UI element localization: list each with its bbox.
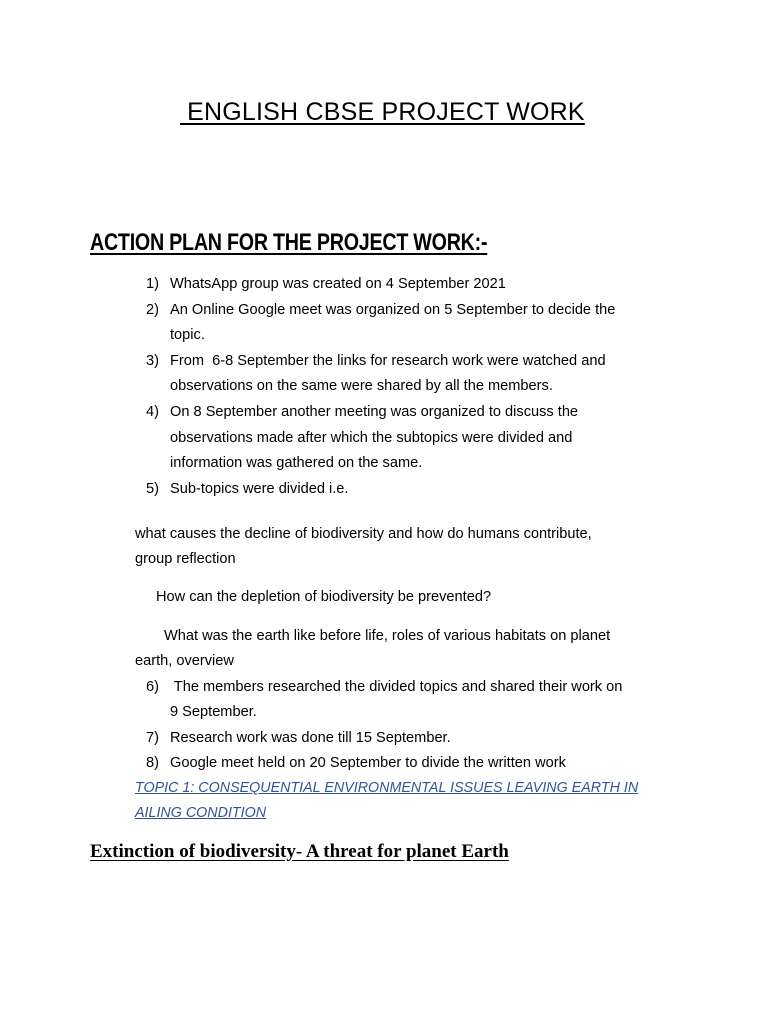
subtopic-text: What was the earth like before life, roles of various habitats on planet (164, 628, 611, 644)
subtopic-text: what causes the decline of biodiversity and how do humans contribute, (135, 526, 592, 542)
list-item-text-continued: information was gathered on the same. (170, 455, 423, 471)
list-item-text: The members researched the divided topics and shared their work on (170, 679, 623, 695)
list-item-text: Google meet held on 20 September to divide the written work (170, 755, 566, 771)
topic-1-link-continued[interactable]: AILING CONDITION (135, 805, 267, 821)
list-item-text: WhatsApp group was created on 4 September 2021 (170, 276, 506, 292)
list-item-text-continued: 9 September. (170, 704, 257, 720)
list-item-text-continued: topic. (170, 327, 205, 343)
list-item-text-continued: observations made after which the subtopics were divided and (170, 430, 573, 446)
list-item-number: 7) (146, 730, 159, 746)
list-item-number: 8) (146, 755, 159, 771)
subtopic-text: How can the depletion of biodiversity be prevented? (156, 589, 492, 605)
list-item-number: 5) (146, 481, 159, 497)
list-item-text: On 8 September another meeting was organized to discuss the (170, 404, 579, 420)
list-item-number: 1) (146, 276, 159, 292)
list-item-number: 6) (146, 679, 159, 695)
list-item-number: 3) (146, 353, 159, 369)
document-title: ENGLISH CBSE PROJECT WORK (180, 98, 585, 126)
list-item-text: From 6-8 September the links for research work were watched and (170, 353, 606, 369)
list-item-number: 4) (146, 404, 159, 420)
list-item-text: Research work was done till 15 September. (170, 730, 451, 746)
subtopic-text-continued: earth, overview (135, 653, 234, 669)
list-item-text-continued: observations on the same were shared by all the members. (170, 378, 553, 394)
action-plan-heading: ACTION PLAN FOR THE PROJECT WORK:- (90, 229, 488, 256)
topic-1-link[interactable]: TOPIC 1: CONSEQUENTIAL ENVIRONMENTAL ISSUES LEAVING EARTH IN (135, 780, 639, 796)
list-item-text: Sub-topics were divided i.e. (170, 481, 349, 497)
list-item-text: An Online Google meet was organized on 5 September to decide the (170, 302, 616, 318)
section-subheading: Extinction of biodiversity- A threat for planet Earth (90, 841, 509, 862)
list-item-number: 2) (146, 302, 159, 318)
subtopic-text-continued: group reflection (135, 551, 236, 567)
